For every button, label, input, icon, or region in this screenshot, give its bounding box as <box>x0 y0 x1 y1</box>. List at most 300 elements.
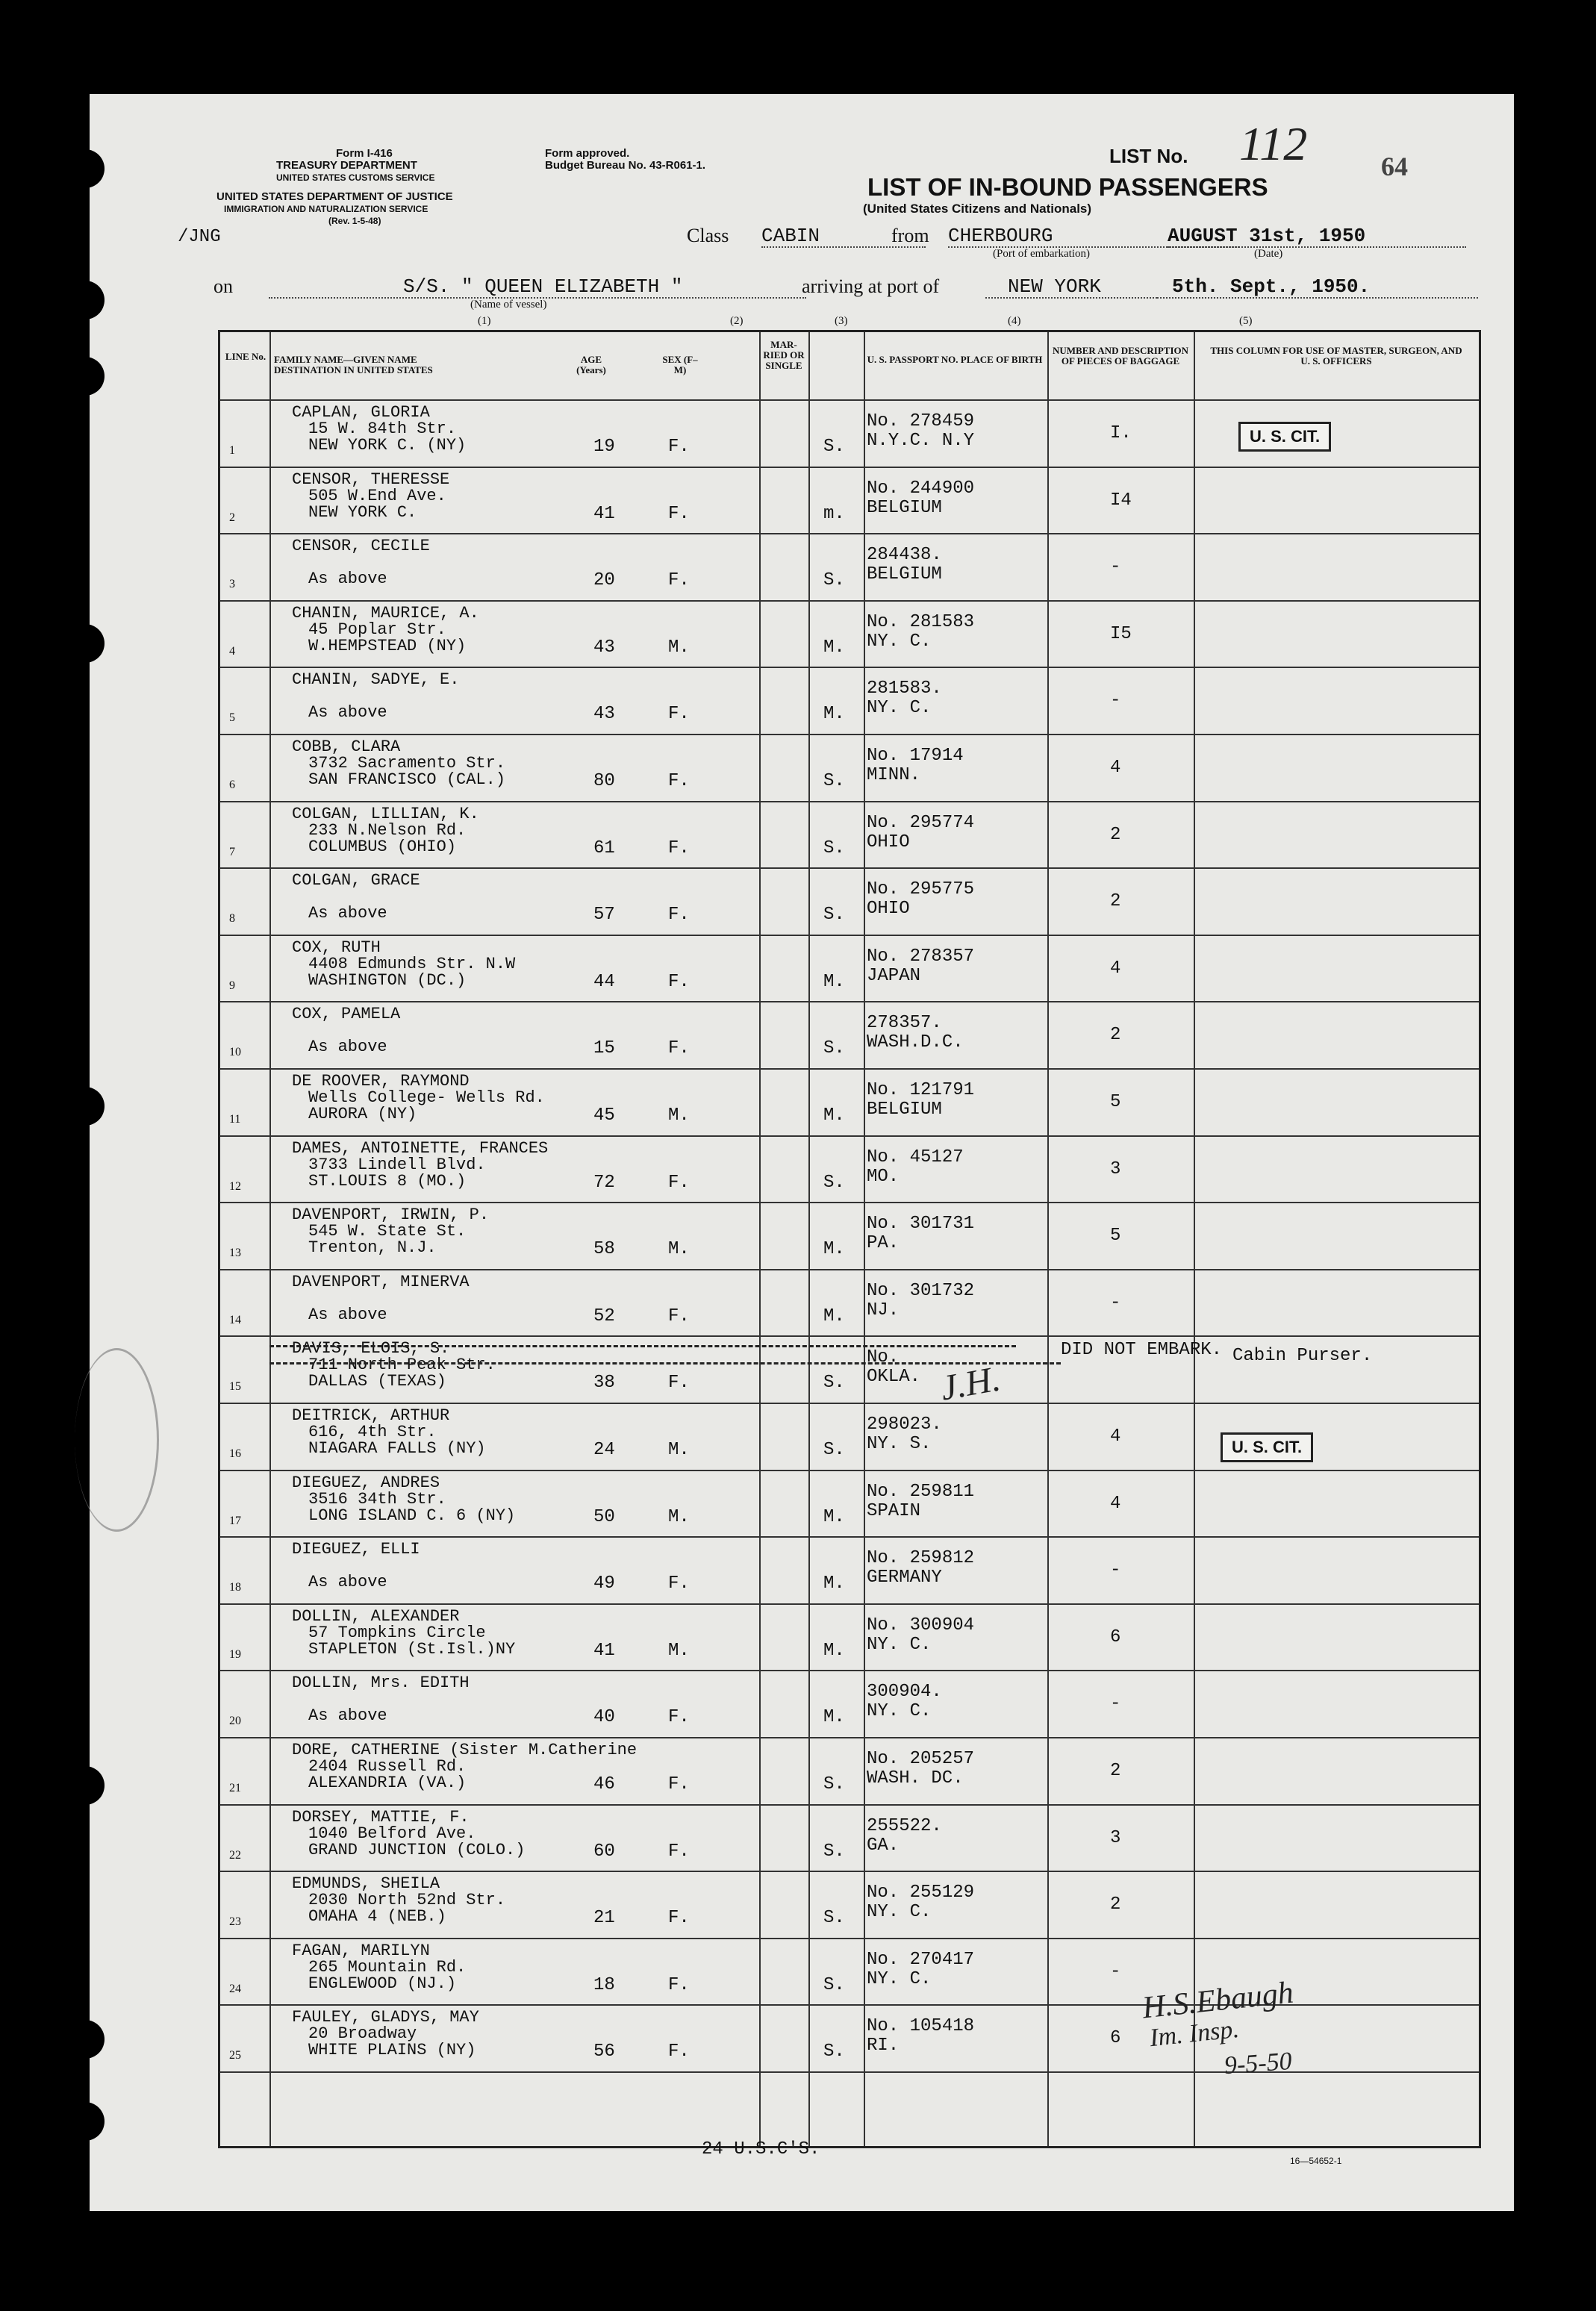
sex: F. <box>668 2042 690 2062</box>
baggage: - <box>1110 690 1121 711</box>
age: 56 <box>593 2042 615 2062</box>
line-number: 7 <box>229 845 235 858</box>
age: 15 <box>593 1038 615 1059</box>
marital-status: S. <box>823 1172 845 1193</box>
marital-status: S. <box>823 570 845 591</box>
marital-status: S. <box>823 1974 845 1995</box>
sex: F. <box>668 704 690 725</box>
passport-number: 255522. <box>867 1815 942 1836</box>
marital-status: M. <box>823 1574 845 1594</box>
passenger-name: DAMES, ANTOINETTE, FRANCES <box>292 1138 549 1158</box>
marital-status: M. <box>823 637 845 658</box>
officer-note: Cabin Purser. <box>1232 1346 1373 1367</box>
age: 21 <box>593 1908 615 1929</box>
place-of-birth: RI. <box>867 2036 900 2056</box>
place-of-birth: WASH. DC. <box>867 1768 964 1788</box>
passport-number: 300904. <box>867 1682 942 1703</box>
age: 19 <box>593 437 615 457</box>
age: 41 <box>593 503 615 524</box>
passport-number: No. 295775 <box>867 879 975 900</box>
list-no-value: 112 <box>1239 117 1308 170</box>
baggage: - <box>1110 1292 1121 1313</box>
table-row <box>220 1001 1479 1070</box>
line-number: 6 <box>229 779 235 791</box>
table-row <box>220 935 1479 1003</box>
line-number: 22 <box>229 1848 241 1862</box>
address-line-1: 265 Mountain Rd. <box>308 1957 467 1977</box>
address-line-1: 20 Broadway <box>308 2024 417 2044</box>
table-row <box>220 1871 1479 1939</box>
age: 18 <box>593 1974 615 1995</box>
sex: F. <box>668 1172 690 1193</box>
table-row <box>220 1135 1479 1204</box>
passport-number: No. 281583 <box>867 611 975 632</box>
table-row <box>220 1737 1479 1806</box>
baggage: - <box>1110 1961 1121 1982</box>
punch-hole <box>66 149 105 188</box>
address-line-1: 3516 34th Str. <box>308 1489 446 1509</box>
line-number: 25 <box>229 2049 241 2062</box>
passenger-name: CENSOR, CECILE <box>292 537 430 556</box>
passport-number: No. 295774 <box>867 812 975 833</box>
embark-date-caption: (Date) <box>1254 248 1283 260</box>
passenger-name: CHANIN, SADYE, E. <box>292 670 460 690</box>
marital-status: S. <box>823 905 845 926</box>
line-number: 20 <box>229 1715 241 1728</box>
address-line-1: 505 W.End Ave. <box>308 486 446 505</box>
place-of-birth: BELGIUM <box>867 497 942 518</box>
passport-number: No. 259812 <box>867 1548 975 1569</box>
address-line-2: As above <box>308 904 387 923</box>
marital-status: S. <box>823 1440 845 1460</box>
arrival-date: 5th. Sept., 1950. <box>1157 276 1478 299</box>
age: 40 <box>593 1707 615 1728</box>
place-of-birth: NY. C. <box>867 631 932 652</box>
address-line-1: 45 Poplar Str. <box>308 620 446 639</box>
address-line-2: ENGLEWOOD (NJ.) <box>308 1974 457 1993</box>
address-line-1: 57 Tompkins Circle <box>308 1623 486 1642</box>
baggage: - <box>1110 557 1121 578</box>
baggage: 2 <box>1110 824 1121 845</box>
line-number: 5 <box>229 711 235 725</box>
baggage: 4 <box>1110 1426 1121 1447</box>
table-row <box>220 1670 1479 1738</box>
address-line-1: 616, 4th Str. <box>308 1423 437 1441</box>
place-of-birth: NY. C. <box>867 1701 932 1722</box>
table-row <box>220 734 1479 802</box>
clerk-initials: /JNG <box>178 227 221 247</box>
table-row <box>220 867 1479 936</box>
age: 80 <box>593 771 615 791</box>
place-of-birth: OKLA. <box>867 1367 921 1388</box>
marital-status: S. <box>823 771 845 791</box>
header-baggage: NUMBER AND DESCRIPTION OF PIECES OF BAGGAGE <box>1052 345 1189 367</box>
marital-status: S. <box>823 1908 845 1929</box>
us-citizen-stamp: U. S. CIT. <box>1221 1432 1313 1462</box>
place-of-birth: NY. C. <box>867 698 932 719</box>
place-of-birth: SPAIN <box>867 1500 921 1521</box>
passenger-table <box>218 330 1481 2148</box>
age: 49 <box>593 1574 615 1594</box>
passenger-name: DAVENPORT, IRWIN, P. <box>292 1206 490 1225</box>
line-number: 23 <box>229 1915 241 1929</box>
baggage: 4 <box>1110 758 1121 778</box>
list-no-label: LIST No. <box>1109 145 1188 167</box>
page-subtitle: (United States Citizens and Nationals) <box>863 202 1092 216</box>
from-label: from <box>891 225 929 246</box>
address-line-2: GRAND JUNCTION (COLO.) <box>308 1840 526 1859</box>
punch-hole <box>66 2020 105 2059</box>
passenger-name: FAGAN, MARILYN <box>292 1941 430 1960</box>
line-number: 11 <box>229 1113 241 1126</box>
passenger-name: DOLLIN, ALEXANDER <box>292 1606 460 1626</box>
passenger-name: DAVIS, ELOIS, S. <box>292 1339 450 1359</box>
arriving-label: arriving at port of <box>802 275 940 297</box>
address-line-2: LONG ISLAND C. 6 (NY) <box>308 1506 516 1525</box>
passenger-name: CHANIN, MAURICE, A. <box>292 603 479 623</box>
sex: F. <box>668 771 690 791</box>
passport-number: 284438. <box>867 545 942 566</box>
passport-number: No. 270417 <box>867 1949 975 1970</box>
baggage: DID NOT EMBARK. <box>1061 1340 1223 1361</box>
table-row <box>220 1269 1479 1338</box>
table-row <box>220 801 1479 870</box>
line-number: 18 <box>229 1581 241 1594</box>
inspector-signature: H.S.Ebaugh <box>1141 1975 1295 2026</box>
passport-number: No. 121791 <box>867 1080 975 1100</box>
marital-status: M. <box>823 1506 845 1527</box>
on-label: on <box>213 275 233 297</box>
marital-status: M. <box>823 1105 845 1126</box>
embark-port: CHERBOURG <box>948 225 1239 248</box>
passport-number: 298023. <box>867 1415 942 1435</box>
inspector-signature: Im. Insp. <box>1148 2015 1241 2053</box>
address-line-2: WHITE PLAINS (NY) <box>308 2041 476 2060</box>
address-line-2: NEW YORK C. (NY) <box>308 436 467 455</box>
place-of-birth: MINN. <box>867 765 921 785</box>
age: 41 <box>593 1640 615 1661</box>
sex: F. <box>668 570 690 591</box>
sex: M. <box>668 637 690 658</box>
table-row <box>220 1536 1479 1605</box>
col-number-2: (2) <box>730 315 744 327</box>
round-stamp <box>75 1348 159 1532</box>
marital-status: M. <box>823 971 845 992</box>
embark-date: AUGUST 31st, 1950 <box>1168 225 1466 248</box>
address-line-2: AURORA (NY) <box>308 1105 417 1123</box>
address-line-2: ST.LOUIS 8 (MO.) <box>308 1171 467 1191</box>
header-name: FAMILY NAME—GIVEN NAME DESTINATION IN UNITED STATES <box>274 354 433 375</box>
sex: F. <box>668 1373 690 1394</box>
address-line-1: 1040 Belford Ave. <box>308 1824 476 1843</box>
passenger-name: CENSOR, THERESSE <box>292 470 450 489</box>
place-of-birth: NY. S. <box>867 1434 932 1454</box>
table-row <box>220 600 1479 669</box>
age: 45 <box>593 1105 615 1126</box>
sex: F. <box>668 1306 690 1326</box>
table-row <box>220 667 1479 735</box>
table-row <box>220 1603 1479 1672</box>
manifest-page <box>90 94 1514 2211</box>
line-number: 10 <box>229 1046 241 1059</box>
baggage: 5 <box>1110 1092 1121 1112</box>
address-line-2: OMAHA 4 (NEB.) <box>308 1907 446 1927</box>
baggage: - <box>1110 1560 1121 1581</box>
place-of-birth: PA. <box>867 1233 900 1254</box>
sex: F. <box>668 1574 690 1594</box>
address-line-1: 3732 Sacramento Str. <box>308 754 506 773</box>
age: 52 <box>593 1306 615 1326</box>
passport-number: No. 301732 <box>867 1280 975 1301</box>
baggage: I4 <box>1110 490 1132 511</box>
address-line-2: STAPLETON (St.Isl.)NY <box>308 1639 516 1659</box>
signature-initials: J.H. <box>938 1359 1003 1409</box>
row-15-strike <box>269 1345 1016 1347</box>
passport-number: 281583. <box>867 679 942 699</box>
baggage: 5 <box>1110 1226 1121 1247</box>
handwritten-date: 9-5-50 <box>1223 2047 1293 2080</box>
address-line-2: COLUMBUS (OHIO) <box>308 837 457 856</box>
total-citizens: 24 U.S.C'S. <box>702 2139 820 2159</box>
col-number-3: (3) <box>835 315 848 327</box>
marital-status: M. <box>823 704 845 725</box>
age: 58 <box>593 1239 615 1260</box>
row-15-strike <box>269 1362 1061 1365</box>
sex: F. <box>668 971 690 992</box>
place-of-birth: OHIO <box>867 899 910 920</box>
table-row <box>220 533 1479 602</box>
passport-number: No. <box>867 1347 900 1368</box>
place-of-birth: BELGIUM <box>867 1100 942 1120</box>
marital-status: S. <box>823 1373 845 1394</box>
marital-status: m. <box>823 503 845 524</box>
address-line-2: Trenton, N.J. <box>308 1238 437 1258</box>
passport-number: No. 17914 <box>867 746 964 766</box>
place-of-birth: WASH.D.C. <box>867 1032 964 1053</box>
passport-number: No. 45127 <box>867 1147 964 1167</box>
age: 57 <box>593 905 615 926</box>
line-number: 12 <box>229 1179 241 1193</box>
passenger-name: DEITRICK, ARTHUR <box>292 1406 450 1425</box>
address-line-2: WASHINGTON (DC.) <box>308 970 467 990</box>
marital-status: S. <box>823 838 845 858</box>
age: 72 <box>593 1172 615 1193</box>
age: 20 <box>593 570 615 591</box>
baggage: 2 <box>1110 1025 1121 1046</box>
address-line-1: 2404 Russell Rd. <box>308 1757 467 1776</box>
class-value: CABIN <box>761 225 926 248</box>
embark-port-caption: (Port of embarkation) <box>993 248 1090 260</box>
marital-status: S. <box>823 2042 845 2062</box>
age: 43 <box>593 704 615 725</box>
class-label: Class <box>687 225 729 246</box>
passport-number: No. 278357 <box>867 946 975 967</box>
header-sex: SEX (F–M) <box>662 354 698 375</box>
arrival-port: NEW YORK <box>985 276 1157 299</box>
sex: F. <box>668 1707 690 1728</box>
place-of-birth: MO. <box>867 1166 900 1187</box>
line-number: 3 <box>229 578 235 591</box>
address-line-2: As above <box>308 703 387 723</box>
passenger-name: FAULEY, GLADYS, MAY <box>292 2008 479 2027</box>
marital-status: S. <box>823 437 845 457</box>
passenger-name: DIEGUEZ, ANDRES <box>292 1473 440 1492</box>
baggage: 2 <box>1110 891 1121 912</box>
table-row <box>220 467 1479 535</box>
baggage: - <box>1110 1694 1121 1715</box>
address-line-2: ALEXANDRIA (VA.) <box>308 1774 467 1792</box>
table-row <box>220 399 1479 468</box>
baggage: 3 <box>1110 1827 1121 1848</box>
passport-number: No. 278459 <box>867 411 975 431</box>
table-row <box>220 1202 1479 1270</box>
punch-hole <box>66 1087 105 1126</box>
age: 60 <box>593 1841 615 1862</box>
sex: F. <box>668 1774 690 1794</box>
place-of-birth: OHIO <box>867 832 910 852</box>
header-married: MAR-RIED OR SINGLE <box>763 339 805 371</box>
passport-number: No. 259811 <box>867 1481 975 1502</box>
col-number-1: (1) <box>478 315 491 327</box>
sex: F. <box>668 1908 690 1929</box>
address-line-1: 711 North Peak Str. <box>308 1356 496 1375</box>
sex: M. <box>668 1506 690 1527</box>
table-row <box>220 1804 1479 1873</box>
marital-status: M. <box>823 1306 845 1326</box>
sex: F. <box>668 838 690 858</box>
address-line-2: SAN FRANCISCO (CAL.) <box>308 770 506 789</box>
age: 46 <box>593 1774 615 1794</box>
address-line-1: 4408 Edmunds Str. N.W <box>308 954 516 973</box>
punch-hole <box>66 2102 105 2141</box>
age: 44 <box>593 971 615 992</box>
line-number: 1 <box>229 444 235 457</box>
col-number-4: (4) <box>1008 315 1021 327</box>
marital-status: M. <box>823 1707 845 1728</box>
baggage: 4 <box>1110 1493 1121 1514</box>
form-approved: Form approved. <box>545 147 630 160</box>
marital-status: M. <box>823 1239 845 1260</box>
address-line-2: DALLAS (TEXAS) <box>308 1372 446 1391</box>
age: 38 <box>593 1373 615 1394</box>
passenger-name: DE ROOVER, RAYMOND <box>292 1072 470 1091</box>
treasury-dept: TREASURY DEPARTMENT <box>276 159 417 172</box>
vessel-name: S/S. " QUEEN ELIZABETH " <box>269 276 806 299</box>
address-line-1: 2030 North 52nd Str. <box>308 1891 506 1910</box>
address-line-2: As above <box>308 1038 387 1057</box>
passenger-name: DORSEY, MATTIE, F. <box>292 1807 470 1827</box>
sex: M. <box>668 1640 690 1661</box>
address-line-2: As above <box>308 1305 387 1324</box>
address-line-1: 545 W. State St. <box>308 1222 467 1241</box>
age: 61 <box>593 838 615 858</box>
line-number: 17 <box>229 1514 241 1527</box>
line-number: 2 <box>229 511 235 524</box>
table-header <box>220 332 1479 401</box>
header-age: AGE (Years) <box>576 354 606 375</box>
sex: F. <box>668 1841 690 1862</box>
passport-number: No. 300904 <box>867 1615 975 1635</box>
table-row <box>220 1403 1479 1471</box>
passenger-name: COBB, CLARA <box>292 737 401 756</box>
age: 24 <box>593 1440 615 1460</box>
baggage: 2 <box>1110 1894 1121 1915</box>
line-number: 16 <box>229 1447 241 1460</box>
address-line-1: 15 W. 84th Str. <box>308 420 457 438</box>
passenger-name: COLGAN, LILLIAN, K. <box>292 804 479 823</box>
table-row <box>220 1470 1479 1538</box>
line-number: 13 <box>229 1247 241 1260</box>
header-officers: THIS COLUMN FOR USE OF MASTER, SURGEON, AND U. S. OFFICERS <box>1210 345 1462 367</box>
page-title: LIST OF IN-BOUND PASSENGERS <box>867 173 1268 201</box>
punch-hole <box>66 281 105 319</box>
address-line-2: W.HEMPSTEAD (NY) <box>308 636 467 655</box>
marital-status: S. <box>823 1774 845 1794</box>
col-number-5: (5) <box>1239 315 1253 327</box>
punch-hole <box>66 1766 105 1805</box>
address-line-2: NEW YORK C. <box>308 502 417 522</box>
passenger-name: DOLLIN, Mrs. EDITH <box>292 1674 470 1693</box>
line-number: 21 <box>229 1782 241 1794</box>
baggage: 2 <box>1110 1761 1121 1781</box>
baggage: 4 <box>1110 958 1121 979</box>
form-number: Form I-416 <box>336 147 393 160</box>
justice-dept: UNITED STATES DEPARTMENT OF JUSTICE <box>216 190 453 203</box>
passport-number: 278357. <box>867 1013 942 1034</box>
page-number: 64 <box>1381 152 1408 181</box>
passenger-name: DIEGUEZ, ELLI <box>292 1540 420 1559</box>
table-row <box>220 1068 1479 1137</box>
passport-number: No. 255129 <box>867 1883 975 1903</box>
baggage: 3 <box>1110 1158 1121 1179</box>
baggage: I. <box>1110 423 1132 443</box>
passport-number: No. 205257 <box>867 1749 975 1769</box>
address-line-2: As above <box>308 1573 387 1592</box>
marital-status: M. <box>823 1640 845 1661</box>
passport-number: No. 244900 <box>867 478 975 499</box>
line-number: 15 <box>229 1380 241 1394</box>
sex: M. <box>668 1440 690 1460</box>
budget-bureau: Budget Bureau No. 43-R061-1. <box>545 159 706 172</box>
line-number: 14 <box>229 1313 241 1326</box>
passenger-name: COX, RUTH <box>292 938 381 957</box>
punch-hole <box>66 624 105 663</box>
sex: F. <box>668 1038 690 1059</box>
print-code: 16—54652-1 <box>1290 2156 1342 2166</box>
place-of-birth: JAPAN <box>867 965 921 986</box>
baggage: 6 <box>1110 1627 1121 1647</box>
us-citizen-stamp: U. S. CIT. <box>1238 422 1331 452</box>
line-number: 8 <box>229 912 235 926</box>
passenger-name: COX, PAMELA <box>292 1005 401 1024</box>
place-of-birth: NY. C. <box>867 1968 932 1989</box>
age: 43 <box>593 637 615 658</box>
sex: F. <box>668 1974 690 1995</box>
place-of-birth: NY. C. <box>867 1902 932 1923</box>
place-of-birth: NJ. <box>867 1300 900 1320</box>
sex: F. <box>668 437 690 457</box>
header-passport: U. S. PASSPORT NO. PLACE OF BIRTH <box>867 354 1043 365</box>
age: 50 <box>593 1506 615 1527</box>
place-of-birth: NY. C. <box>867 1634 932 1655</box>
baggage: 6 <box>1110 2028 1121 2049</box>
marital-status: S. <box>823 1841 845 1862</box>
address-line-1: 3733 Lindell Blvd. <box>308 1155 486 1174</box>
address-line-2: As above <box>308 1706 387 1726</box>
punch-hole <box>66 357 105 396</box>
passenger-name: COLGAN, GRACE <box>292 871 420 891</box>
passport-number: No. 301731 <box>867 1214 975 1235</box>
